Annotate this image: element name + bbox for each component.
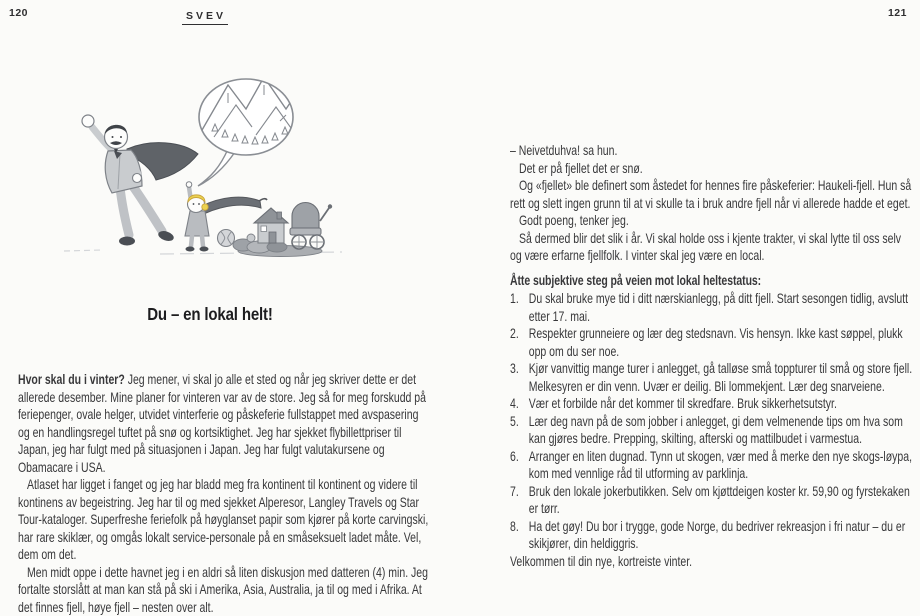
paragraph: Atlaset har ligget i fanget og jeg har bladd meg fra kontinent til kontinent og videre til kontinens av begeistring. Jeg har til og med sjekket Alperesor, Langley Travels og Star Tour-kataloger. Superfreshe feriefolk på høyglanset papir som kjører på korte carvingski, har rare skiklær, og omgås lokalt service-personale på en småseksuelt ladet måte. Vel, dem om det.: [18, 476, 429, 562]
list-item-number: 1.: [510, 290, 519, 306]
article-title-text: Du – en lokal helt!: [147, 304, 273, 324]
running-header-label: SVEV: [182, 10, 228, 25]
list-item: [510, 290, 914, 325]
chapter-illustration: [30, 55, 390, 295]
list-item: [510, 325, 914, 360]
list-item: [510, 413, 914, 448]
paragraph-text: Jeg mener, vi skal jo alle et sted og når jeg skriver dette er det allerede desember. Mine planer for vinteren var av de store. Jeg så for meg forskudd på feriepenger, ovale helger, utvidet vinterferie og påskeferie fullstappet med avspasering og en handlingsregel tuftet på snø og kortsiktighet. Jeg har sjekket flybillettpriser til Japan, jeg har fulgt med på situasjonen i Japan. Jeg har fulgt valutakursene og Obamacare i USA.: [18, 371, 426, 475]
paragraph: Godt poeng, tenker jeg.: [519, 212, 629, 228]
list-item-text: Kjør vanvittig mange turer i anlegget, gå talløse små toppturer til små og store fjell. Melkesyren er din venn. Uvær er deilig. Bli lommekjent. Lær deg snarveiene.: [528, 360, 913, 394]
list-item-number: 4.: [510, 395, 519, 411]
paragraph: Så dermed blir det slik i år. Vi skal holde oss i kjente trakter, vi skal lytte til oss selv og være erfarne fjellfolk. I vinter skal jeg være en local.: [510, 229, 902, 263]
list-item-text: Du skal bruke mye tid i ditt nærskianlegg, på ditt fjell. Start sesongen tidlig, avslutt etter 17. mai.: [528, 290, 909, 324]
list-item-text: Vær et forbilde når det kommer til skredfare. Bruk sikkerhetsutstyr.: [528, 395, 837, 411]
list-item-text: Arranger en liten dugnad. Tynn ut skogen, vær med å merke den nye skogs-løypa, kom med vennlige råd til utforming av parklinja.: [528, 447, 913, 481]
steps-list: [510, 290, 914, 553]
skis-icon: [202, 197, 267, 213]
list-item: [510, 483, 914, 518]
list-item-number: 3.: [510, 360, 519, 376]
list-item-text: Ha det gøy! Du bor i trygge, gode Norge, du bedriver rekreasjon i fri natur – du er skikjører, din heldiggris.: [528, 517, 906, 551]
list-item: [510, 395, 914, 413]
list-item: [510, 360, 914, 395]
page-number-left: 120: [9, 7, 29, 19]
closing-line: Velkommen til din nye, kortreiste vinter.: [510, 552, 693, 569]
speech-bubble-icon: [198, 77, 312, 186]
paragraph: – Neivetduhva! sa hun.: [510, 142, 618, 158]
list-item-number: 8.: [510, 517, 519, 534]
running-header: [0, 6, 410, 25]
list-item-number: 6.: [510, 447, 519, 464]
list-heading: Åtte subjektive steg på veien mot lokal heltestatus:: [510, 271, 762, 288]
paragraph: Og «fjellet» ble definert som åstedet for hennes fire påskeferier: Haukeli-fjell. Hun så rett og slett ingen grunn til at vi skulle ta i bruk andre fjell når vi allerede hadde et eget.: [510, 177, 912, 211]
list-item-text: Lær deg navn på de som jobber i anlegget, gi dem velmenende tips om hva som kan gjøres bedre. Prepping, skilting, afterski og mattilbudet i varmestua.: [528, 412, 903, 446]
paragraph: Det er på fjellet det er snø.: [519, 159, 643, 176]
paragraph: Men midt oppe i dette havnet jeg i en aldri så liten diskusjon med datteren (4) min. Jeg fortalte storslått at man kan stå på ski i Amerika, Asia, Australia, ja til og med i Afrika. At det finnes fjell, høye fjell – nesten over alt.: [18, 563, 428, 615]
article-title: [0, 304, 420, 325]
list-item-number: 5.: [510, 412, 519, 429]
paragraph-lead: Hvor skal du i vinter?: [18, 371, 125, 387]
superhero-dad-icon: [82, 115, 198, 246]
stroller-icon: [290, 203, 332, 250]
list-item-number: 7.: [510, 482, 519, 499]
ball-icon: [218, 230, 235, 247]
list-item-text: Respekter grunneiere og lær deg stedsnavn. Vis hensyn. Ikke kast søppel, plukk opp om du ser noe.: [528, 325, 903, 359]
left-page-body: [18, 371, 433, 616]
list-item: [510, 448, 914, 483]
page-number-right: 121: [887, 7, 907, 19]
list-item-text: Bruk den lokale jokerbutikken. Selv om kjøttdeigen koster kr. 59,90 og fyrstekaken er tørr.: [528, 482, 910, 516]
right-page-body: [510, 142, 914, 570]
paragraph: [18, 371, 433, 476]
list-item: [510, 518, 914, 553]
house-icon: [254, 208, 288, 243]
list-item-number: 2.: [510, 325, 519, 341]
